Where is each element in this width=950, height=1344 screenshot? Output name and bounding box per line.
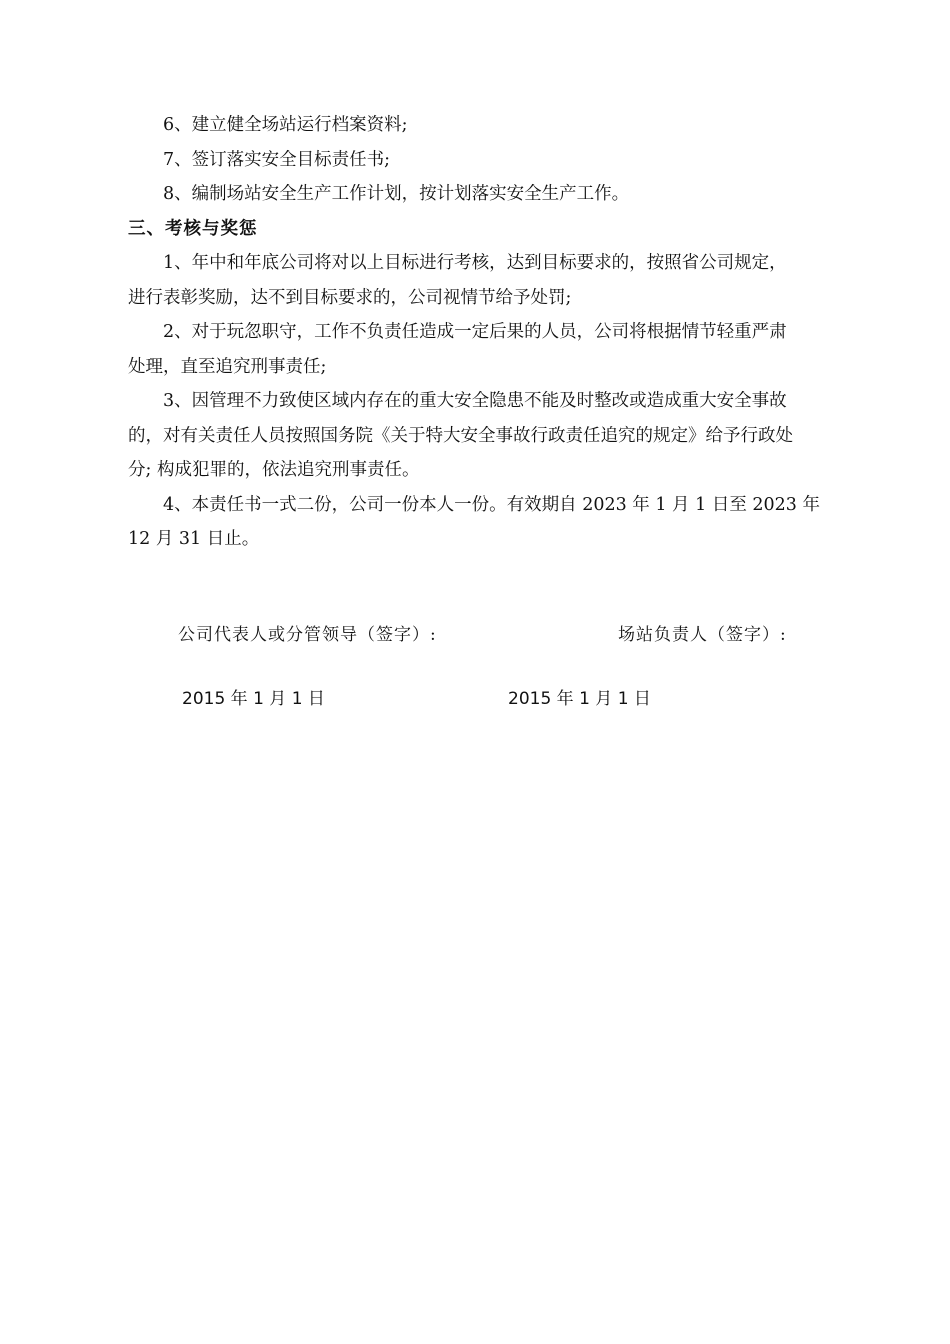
paragraph-1	[128, 246, 860, 315]
paragraph-line: 2、对于玩忽职守，工作不负责任造成一定后果的人员，公司将根据情节轻重严肃	[163, 322, 787, 342]
list-item: 8、编制场站安全生产工作计划，按计划落实安全生产工作。	[163, 184, 630, 204]
paragraph-line: 12 月 31 日止。	[128, 529, 260, 549]
station-signature-date: 2015 年 1 月 1 日	[508, 689, 651, 709]
company-signature-label: 公司代表人或分管领导（签字）:	[178, 625, 437, 645]
paragraph-2	[128, 315, 860, 384]
list-item: 6、建立健全场站运行档案资料;	[163, 115, 408, 135]
paragraph-3	[128, 384, 860, 488]
paragraph-line: 进行表彰奖励，达不到目标要求的，公司视情节给予处罚;	[128, 287, 572, 308]
paragraph-line: 分; 构成犯罪的，依法追究刑事责任。	[128, 460, 420, 480]
paragraph-line: 1、年中和年底公司将对以上目标进行考核，达到目标要求的，按照省公司规定，	[163, 253, 787, 273]
document-body	[128, 108, 860, 557]
section-heading: 三、考核与奖惩	[128, 218, 258, 239]
list-item: 7、签订落实安全目标责任书;	[163, 149, 391, 170]
paragraph-4	[128, 488, 860, 557]
paragraph-line: 处理，直至追究刑事责任;	[128, 356, 327, 377]
paragraph-line: 3、因管理不力致使区域内存在的重大安全隐患不能及时整改或造成重大安全事故	[163, 391, 787, 411]
paragraph-line: 4、本责任书一式二份，公司一份本人一份。有效期自 2023 年 1 月 1 日至 2023 年	[163, 494, 820, 515]
station-signature-label: 场站负责人（签字）:	[618, 625, 787, 645]
company-signature-date: 2015 年 1 月 1 日	[182, 689, 325, 709]
paragraph-line: 的，对有关责任人员按照国务院《关于特大安全事故行政责任追究的规定》给予行政处	[128, 425, 793, 446]
